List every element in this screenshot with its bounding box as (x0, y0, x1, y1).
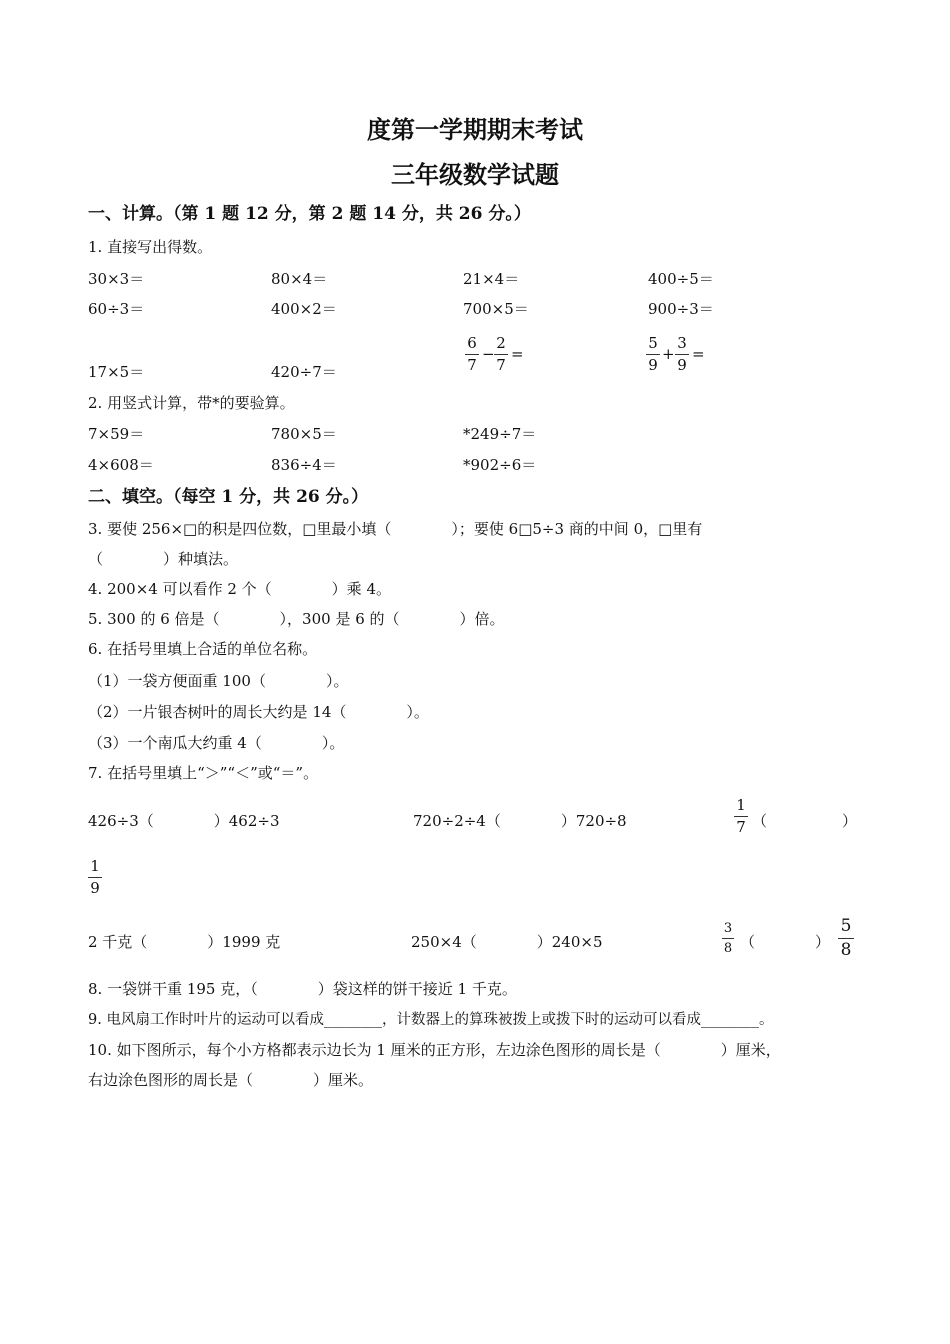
q1-item: 400×2＝ (271, 300, 337, 318)
compare-blank: （ ） (752, 812, 858, 830)
denominator: 7 (736, 818, 746, 836)
q1-item: 17×5＝ (88, 363, 145, 381)
numerator: 3 (723, 921, 733, 936)
equals-sign: = (511, 345, 524, 363)
fraction (838, 918, 854, 959)
q1-item: 80×4＝ (271, 270, 328, 288)
q1-item: 420÷7＝ (271, 363, 337, 381)
denominator: 8 (723, 941, 733, 956)
q2-item: *902÷6＝ (463, 456, 537, 474)
numerator: 5 (840, 916, 852, 936)
operator: − (482, 345, 495, 363)
question-10: 10. 如下图所示，每个小方格都表示边长为 1 厘米的正方形，左边涂色图形的周长是（ ）厘米， (88, 1041, 781, 1059)
question-8: 8. 一袋饼干重 195 克，（ ）袋这样的饼干接近 1 千克。 (88, 980, 517, 998)
fraction (494, 336, 508, 373)
question-3: 3. 要使 256×□的积是四位数，□里最小填（ ）；要使 6□5÷3 商的中间 0，□里有 (88, 520, 703, 538)
q2-item: 4×608＝ (88, 456, 154, 474)
equals-sign: = (692, 345, 705, 363)
compare-item: 2 千克（ ）1999 克 (88, 933, 281, 951)
denominator: 9 (648, 356, 658, 374)
numerator: 2 (496, 334, 506, 352)
q2-label: 2. 用竖式计算，带*的要验算。 (88, 394, 295, 412)
fraction (722, 922, 734, 955)
fraction (675, 336, 689, 373)
exam-subtitle: 三年级数学试题 (391, 160, 559, 189)
fraction (465, 336, 479, 373)
q1-item: 21×4＝ (463, 270, 520, 288)
question-6-2: （2）一片银杏树叶的周长大约是 14（ ）。 (88, 703, 429, 721)
q1-item: 60÷3＝ (88, 300, 145, 318)
question-7: 7. 在括号里填上“＞”“＜”或“＝”。 (88, 764, 319, 782)
question-3-cont: （ ）种填法。 (88, 550, 239, 568)
question-6-3: （3）一个南瓜大约重 4（ ）。 (88, 734, 345, 752)
q1-label: 1. 直接写出得数。 (88, 238, 213, 256)
question-10-cont: 右边涂色图形的周长是（ ）厘米。 (88, 1071, 374, 1089)
fraction (88, 859, 102, 896)
denominator: 8 (840, 940, 852, 960)
q1-item: 400÷5＝ (648, 270, 714, 288)
q2-item: 836÷4＝ (271, 456, 337, 474)
q2-item: 7×59＝ (88, 425, 145, 443)
fraction (734, 798, 748, 835)
exam-title: 度第一学期期末考试 (367, 115, 583, 144)
question-9: 9. 电风扇工作时叶片的运动可以看成________，计数器上的算珠被拨上或拨下时的运动可以看成________。 (88, 1012, 774, 1028)
q2-item: *249÷7＝ (463, 425, 537, 443)
denominator: 7 (467, 356, 477, 374)
compare-item: 426÷3（ ）462÷3 (88, 812, 280, 830)
numerator: 3 (677, 334, 687, 352)
compare-blank: （ ） (740, 933, 831, 951)
compare-item: 720÷2÷4（ ）720÷8 (413, 812, 627, 830)
question-6-1: （1）一袋方便面重 100（ ）。 (88, 672, 349, 690)
question-4: 4. 200×4 可以看作 2 个（ ）乘 4。 (88, 580, 391, 598)
question-5: 5. 300 的 6 倍是（ ），300 是 6 的（ ）倍。 (88, 610, 505, 628)
q1-item: 30×3＝ (88, 270, 145, 288)
section-2-heading: 二、填空。（每空 1 分，共 26 分。） (88, 487, 369, 507)
numerator: 1 (736, 796, 746, 814)
denominator: 9 (677, 356, 687, 374)
numerator: 5 (648, 334, 658, 352)
q1-item: 700×5＝ (463, 300, 529, 318)
fraction (646, 336, 660, 373)
q2-item: 780×5＝ (271, 425, 337, 443)
denominator: 7 (496, 356, 506, 374)
question-6: 6. 在括号里填上合适的单位名称。 (88, 640, 318, 658)
numerator: 1 (90, 857, 100, 875)
q1-item: 900÷3＝ (648, 300, 714, 318)
compare-item: 250×4（ ）240×5 (411, 933, 603, 951)
operator: + (662, 345, 675, 363)
section-1-heading: 一、计算。（第 1 题 12 分，第 2 题 14 分，共 26 分。） (88, 204, 531, 224)
denominator: 9 (90, 879, 100, 897)
numerator: 6 (467, 334, 477, 352)
